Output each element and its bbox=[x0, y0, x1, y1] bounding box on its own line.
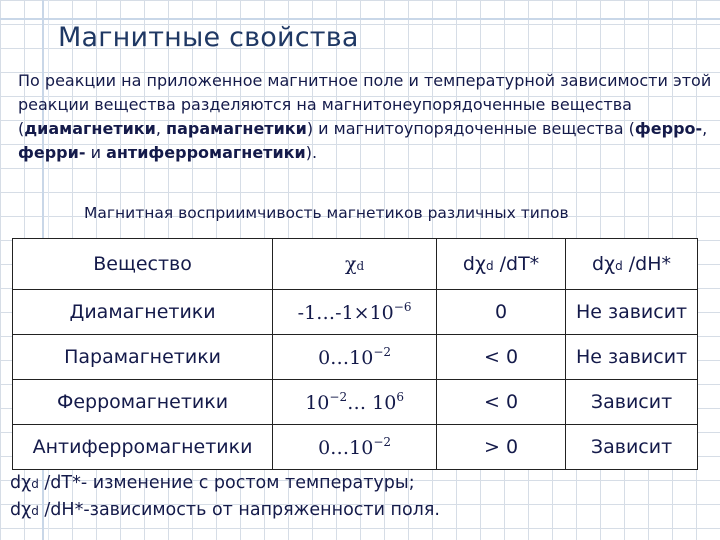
row-chi-base: 0…10 bbox=[318, 437, 374, 459]
row-dH: Не зависит bbox=[566, 290, 698, 335]
row-substance: Диамагнетики bbox=[13, 290, 273, 335]
row-chi bbox=[273, 380, 437, 425]
row-chi-exponent: −2 bbox=[373, 345, 392, 359]
susceptibility-table bbox=[12, 238, 698, 470]
row-dT: 0 bbox=[437, 290, 566, 335]
intro-text-1: По реакции на приложенное магнитное поле и температурной зависимости этой реакции вещества разделяются на магнитонеупорядоченные вещества ( bbox=[18, 71, 712, 138]
table-row bbox=[13, 335, 698, 380]
row-chi-exponent: −6 bbox=[393, 300, 412, 314]
header-substance: Вещество bbox=[13, 239, 273, 290]
header-dT-subscript: d bbox=[485, 259, 494, 273]
intro-bold-ferro: ферро- bbox=[634, 119, 703, 138]
footnote-dT-text: /dT*- изменение с ростом температуры; bbox=[38, 473, 415, 493]
header-dT-symbol: dχ bbox=[462, 253, 486, 275]
row-dT: > 0 bbox=[437, 425, 566, 470]
header-chi bbox=[273, 239, 437, 290]
table-row bbox=[13, 290, 698, 335]
row-chi-exponent: −2 bbox=[373, 435, 392, 449]
intro-bold-ferri: ферри- bbox=[18, 143, 86, 162]
footnotes bbox=[10, 470, 440, 524]
header-dchi-dH bbox=[566, 239, 698, 290]
header-dchi-dT bbox=[437, 239, 566, 290]
table-caption: Магнитная восприимчивость магнетиков различных типов bbox=[84, 204, 569, 222]
row-dT: < 0 bbox=[437, 335, 566, 380]
header-chi-symbol: χ bbox=[344, 253, 357, 275]
table-header-row bbox=[13, 239, 698, 290]
footnote-dH-symbol: dχ bbox=[10, 500, 32, 520]
intro-bold-antiferro: антиферромагнетики bbox=[106, 143, 306, 162]
intro-text-6: ). bbox=[305, 143, 318, 162]
row-chi bbox=[273, 290, 437, 335]
intro-text-4: , bbox=[702, 119, 708, 138]
header-dT-text: /dT* bbox=[493, 253, 540, 275]
intro-paragraph bbox=[18, 69, 718, 165]
intro-bold-paramagnetics: парамагнетики bbox=[166, 119, 307, 138]
footnote-dT-symbol: dχ bbox=[10, 473, 32, 493]
header-chi-subscript: d bbox=[356, 259, 365, 273]
intro-text-5: и bbox=[85, 143, 107, 162]
row-chi-exponent: −2 bbox=[329, 390, 348, 404]
row-chi bbox=[273, 425, 437, 470]
row-dH: Зависит bbox=[566, 380, 698, 425]
footnote-dT-subscript: d bbox=[31, 477, 39, 491]
footnote-dT bbox=[10, 470, 440, 497]
intro-text-3: ) и магнитоупорядоченные вещества ( bbox=[306, 119, 635, 138]
intro-bold-diamagnetics: диамагнетики bbox=[24, 119, 156, 138]
footnote-dH-subscript: d bbox=[31, 504, 39, 518]
row-substance: Антиферромагнетики bbox=[13, 425, 273, 470]
row-chi-base: 0…10 bbox=[318, 347, 374, 369]
row-dH: Не зависит bbox=[566, 335, 698, 380]
header-dH-symbol: dχ bbox=[592, 253, 616, 275]
footnote-dH bbox=[10, 497, 440, 524]
row-chi-mid: … 10 bbox=[347, 392, 397, 414]
slide-title: Магнитные свойства bbox=[58, 22, 359, 53]
row-dT: < 0 bbox=[437, 380, 566, 425]
decorative-horizontal-line bbox=[0, 18, 720, 20]
row-substance: Ферромагнетики bbox=[13, 380, 273, 425]
row-dH: Зависит bbox=[566, 425, 698, 470]
table-row bbox=[13, 380, 698, 425]
row-chi-exponent-2: 6 bbox=[396, 390, 404, 404]
header-dH-text: /dH* bbox=[622, 253, 672, 275]
row-chi-base: -1…-1×10 bbox=[297, 302, 394, 324]
intro-text-2: , bbox=[155, 119, 167, 138]
row-chi-base: 10 bbox=[305, 392, 330, 414]
footnote-dH-text: /dH*-зависимость от напряженности поля. bbox=[38, 500, 440, 520]
row-chi bbox=[273, 335, 437, 380]
row-substance: Парамагнетики bbox=[13, 335, 273, 380]
header-dH-subscript: d bbox=[615, 259, 623, 273]
table-row bbox=[13, 425, 698, 470]
